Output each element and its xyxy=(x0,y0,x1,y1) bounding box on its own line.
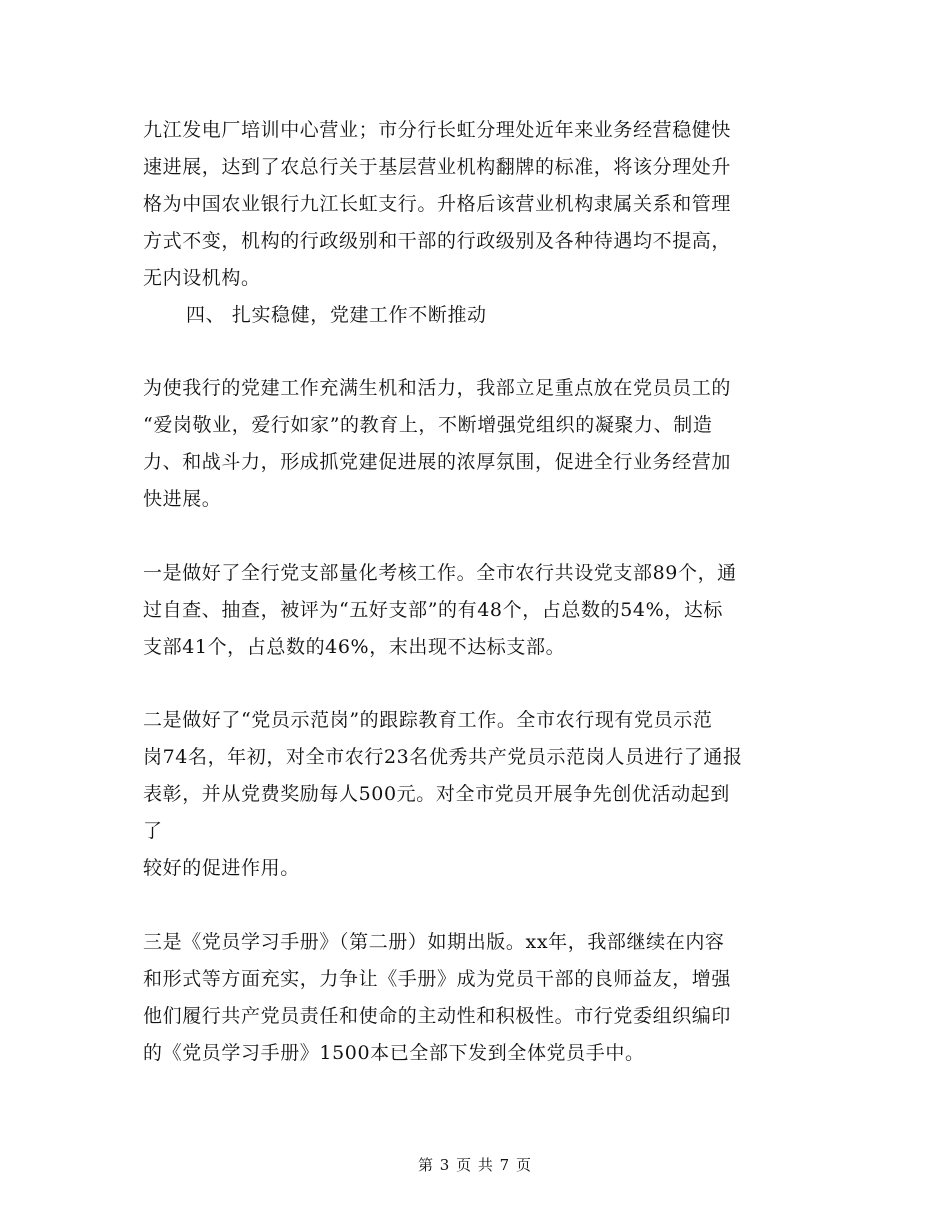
paragraph-line: 三是《党员学习手册》（第二册）如期出版。xx年，我部继续在内容 xyxy=(143,931,725,953)
paragraph-line: 表彰，并从党费奖励每人500元。对全市党员开展争先创优活动起到 xyxy=(143,783,730,805)
paragraph-line: 九江发电厂培训中心营业；市分行长虹分理处近年来业务经营稳健快 xyxy=(143,119,732,141)
paragraph-line: 格为中国农业银行九江长虹支行。升格后该营业机构隶属关系和管理 xyxy=(143,193,732,215)
paragraph-line: “爱岗敬业，爱行如家”的教育上，不断增强党组织的凝聚力、制造 xyxy=(143,414,713,436)
section-heading: 四、 扎实稳健，党建工作不断推动 xyxy=(186,304,487,326)
paragraph-line: 速进展，达到了农总行关于基层营业机构翻牌的标准，将该分理处升 xyxy=(143,156,732,178)
paragraph-line: 方式不变，机构的行政级别和干部的行政级别及各种待遇均不提高， xyxy=(143,230,732,252)
paragraph-line: 和形式等方面充实，力争让《手册》成为党员干部的良师益友，增强 xyxy=(143,968,732,990)
paragraph-line: 为使我行的党建工作充满生机和活力，我部立足重点放在党员员工的 xyxy=(143,377,732,399)
page-number-footer: 第 3 页 共 7 页 xyxy=(418,1156,532,1174)
paragraph-line: 无内设机构。 xyxy=(143,267,261,289)
paragraph-line: 二是做好了“党员示范岗”的跟踪教育工作。全市农行现有党员示范 xyxy=(143,709,713,731)
paragraph-line: 快进展。 xyxy=(143,488,222,510)
paragraph-line: 了 xyxy=(143,820,163,842)
paragraph-line: 一是做好了全行党支部量化考核工作。全市农行共设党支部89个，通 xyxy=(143,562,737,584)
paragraph-line: 较好的促进作用。 xyxy=(143,857,300,879)
paragraph-line: 支部41个，占总数的46%，末出现不达标支部。 xyxy=(143,636,566,658)
paragraph-line: 他们履行共产党员责任和使命的主动性和积极性。市行党委组织编印 xyxy=(143,1005,732,1027)
paragraph-line: 岗74名，年初，对全市农行23名优秀共产党员示范岗人员进行了通报 xyxy=(143,746,743,768)
paragraph-line: 力、和战斗力，形成抓党建促进展的浓厚氛围，促进全行业务经营加 xyxy=(143,451,732,473)
paragraph-line: 过自查、抽查，被评为“五好支部”的有48个，占总数的54%，达标 xyxy=(143,599,724,621)
paragraph-line: 的《党员学习手册》1500本已全部下发到全体党员手中。 xyxy=(143,1042,645,1064)
